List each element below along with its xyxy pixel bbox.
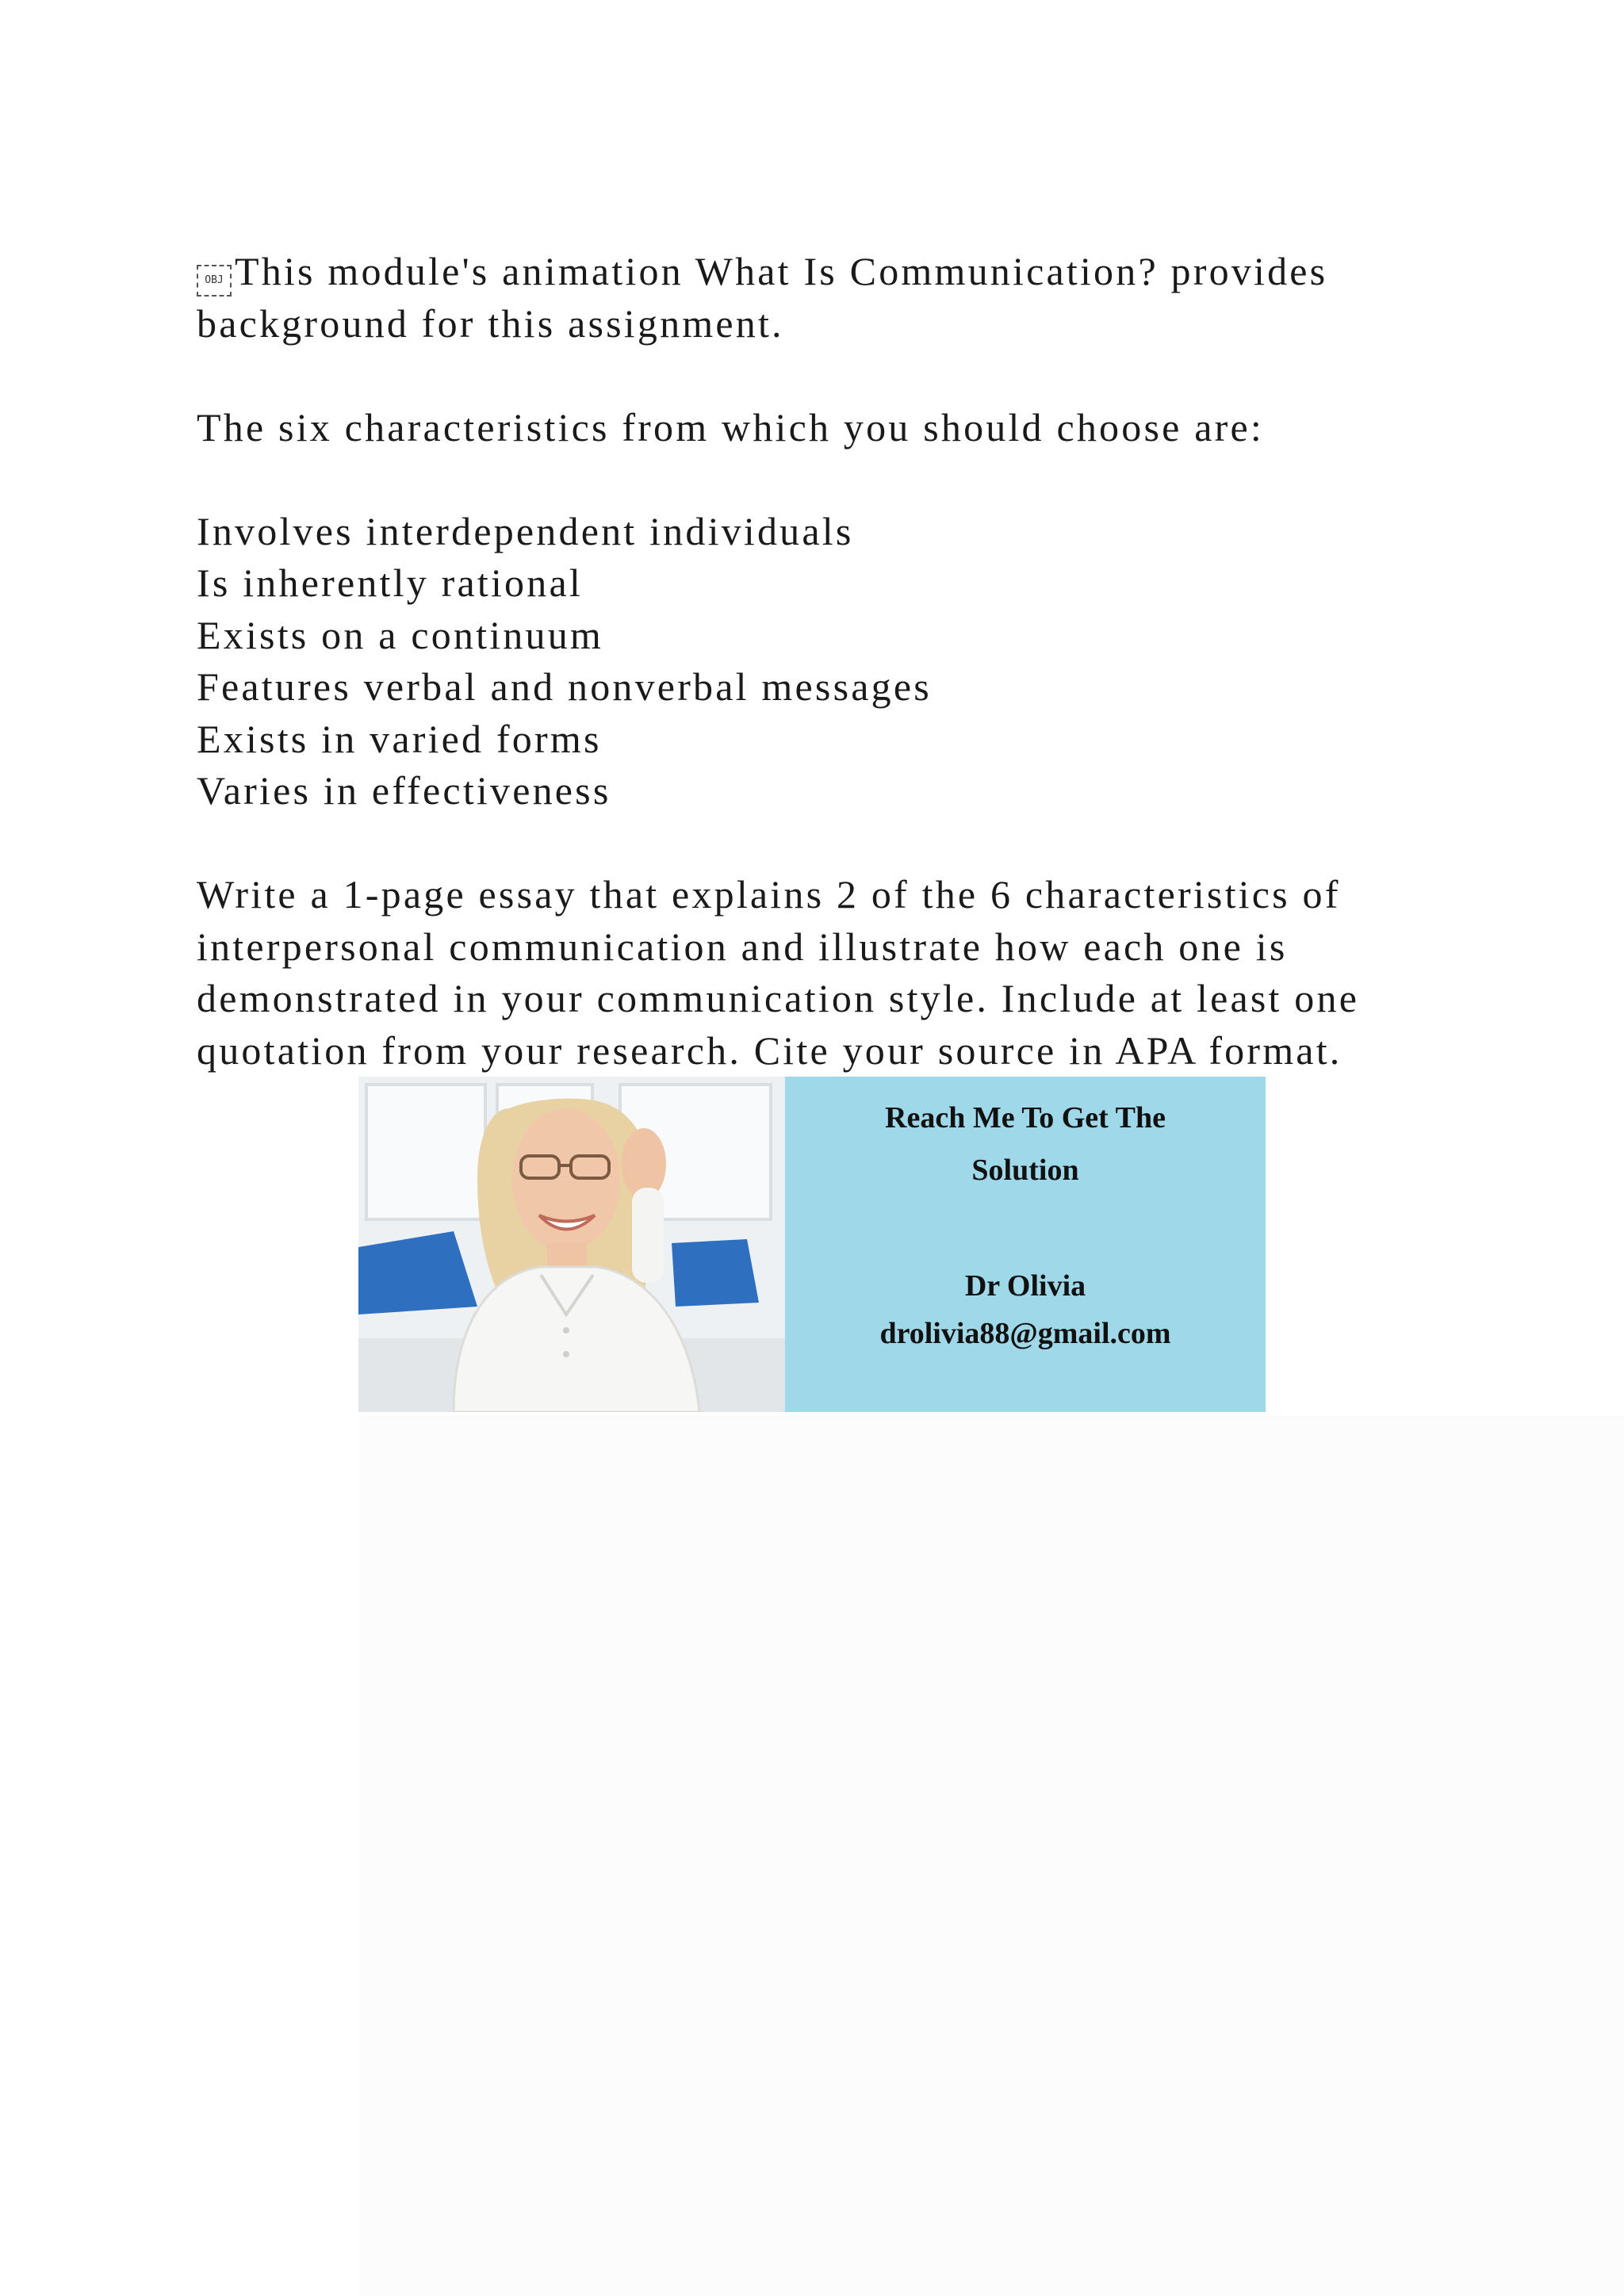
panel-heading-line-2: Solution xyxy=(971,1154,1079,1187)
characteristic-item: Exists on a continuum xyxy=(197,612,604,657)
paragraph-gap xyxy=(197,817,1465,870)
instruction-line: interpersonal communication and illustrate how each one is xyxy=(197,924,1288,969)
contact-name: Dr Olivia xyxy=(964,1269,1086,1303)
intro-line-2: background for this assignment. xyxy=(197,300,784,346)
panel-heading-line-1: Reach Me To Get The xyxy=(885,1101,1166,1135)
contact-panel xyxy=(785,1077,1266,1412)
photo-illustration xyxy=(358,1077,785,1412)
characteristic-item: Exists in varied forms xyxy=(197,716,602,761)
paragraph-gap xyxy=(197,453,1465,506)
characteristic-item: Features verbal and nonverbal messages xyxy=(197,664,932,709)
intro-text-1: This module's animation What Is Communication? provides xyxy=(235,249,1328,293)
obj-placeholder-icon: OBJ xyxy=(197,265,232,297)
characteristic-item: Is inherently rational xyxy=(197,561,583,605)
contact-email[interactable]: drolivia88@gmail.com xyxy=(879,1317,1171,1350)
instruction-line: demonstrated in your communication style. Include at least one xyxy=(197,976,1360,1020)
choose-line: The six characteristics from which you should choose are: xyxy=(197,404,1264,450)
background-shade xyxy=(358,1415,1624,2296)
paragraph-gap xyxy=(197,350,1465,402)
woman-with-glasses-photo-icon xyxy=(358,1077,785,1412)
characteristic-item: Varies in effectiveness xyxy=(197,768,611,813)
instruction-line: quotation from your research. Cite your source in APA format. xyxy=(197,1027,1342,1073)
characteristic-item: Involves interdependent individuals xyxy=(197,508,854,553)
intro-line-1 xyxy=(197,246,1465,298)
instruction-line: Write a 1-page essay that explains 2 of the 6 characteristics of xyxy=(197,872,1341,916)
contact-banner[interactable] xyxy=(358,1077,1266,1412)
assignment-text xyxy=(197,246,1465,1077)
